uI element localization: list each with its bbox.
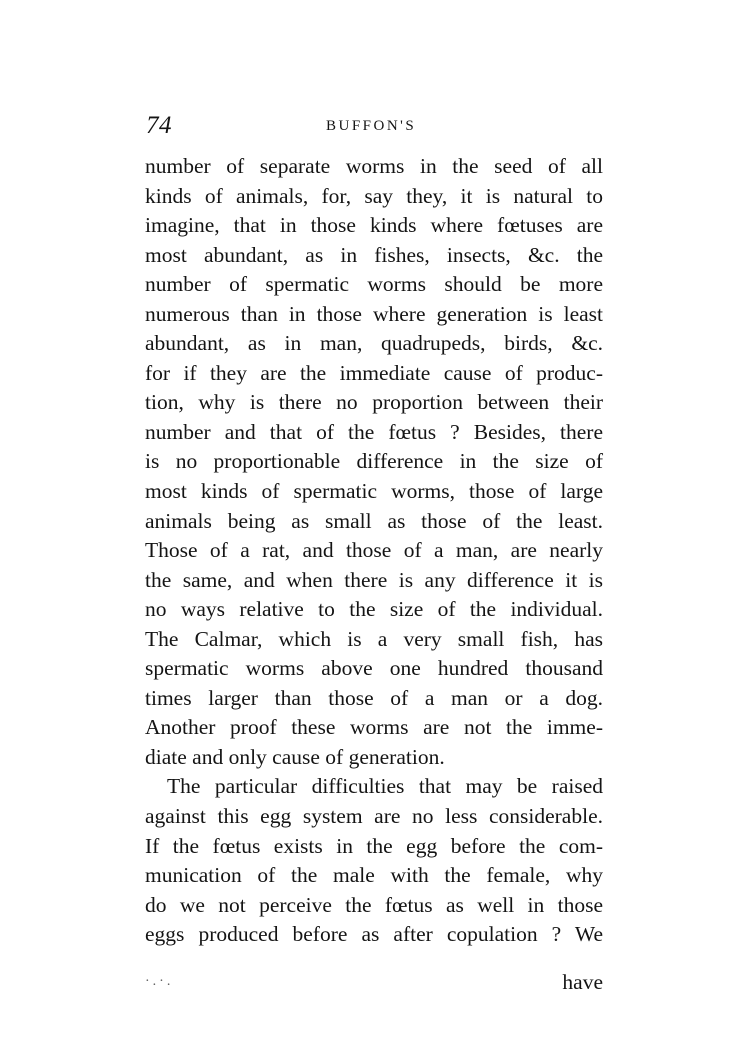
- text-line: kinds of animals, for, say they, it is natural to: [145, 183, 603, 208]
- page-footer: [145, 970, 603, 998]
- text-line: tion, why is there no proportion between their: [145, 390, 603, 415]
- text-line: The Calmar, which is a very small fish, has: [145, 626, 603, 651]
- text-line: Those of a rat, and those of a man, are nearly: [145, 538, 603, 563]
- text-line: most kinds of spermatic worms, those of large: [145, 479, 603, 504]
- paragraph: [145, 772, 603, 949]
- text-line: is no proportionable difference in the size of: [145, 449, 603, 474]
- catchword: have: [562, 970, 603, 994]
- signature-mark: ·.·.: [145, 974, 174, 989]
- text-line: eggs produced before as after copulation ? We: [145, 922, 603, 947]
- text-line: most abundant, as in fishes, insects, &c. the: [145, 242, 603, 267]
- text-line: number of separate worms in the seed of all: [145, 154, 603, 178]
- text-line: no ways relative to the size of the individual.: [145, 597, 603, 622]
- text-line: The particular difficulties that may be raised: [167, 774, 603, 799]
- text-line: animals being as small as those of the least.: [145, 508, 603, 533]
- body-text: [145, 152, 603, 950]
- text-line: number of spermatic worms should be more: [145, 272, 603, 297]
- text-line: Another proof these worms are not the imme-: [145, 715, 603, 740]
- text-line: the same, and when there is any difference it is: [145, 567, 603, 592]
- running-head: BUFFON'S: [326, 118, 417, 134]
- text-line: against this egg system are no less considerable.: [145, 804, 603, 829]
- text-line: munication of the male with the female, why: [145, 863, 603, 888]
- text-line: imagine, that in those kinds where fœtuses are: [145, 213, 603, 238]
- page-number: 74: [146, 112, 172, 139]
- text-line: numerous than in those where generation is least: [145, 301, 603, 326]
- text-line: abundant, as in man, quadrupeds, birds, &c.: [145, 331, 603, 356]
- page-header: [146, 112, 601, 142]
- text-line: spermatic worms above one hundred thousand: [145, 656, 603, 681]
- text-line: diate and only cause of generation.: [145, 744, 445, 769]
- text-line: for if they are the immediate cause of produc-: [145, 360, 603, 385]
- text-line: do we not perceive the fœtus as well in those: [145, 892, 603, 917]
- text-line: times larger than those of a man or a dog.: [145, 685, 603, 710]
- text-line: If the fœtus exists in the egg before the com-: [145, 833, 603, 858]
- text-line: number and that of the fœtus ? Besides, there: [145, 419, 603, 444]
- paragraph: [145, 152, 603, 772]
